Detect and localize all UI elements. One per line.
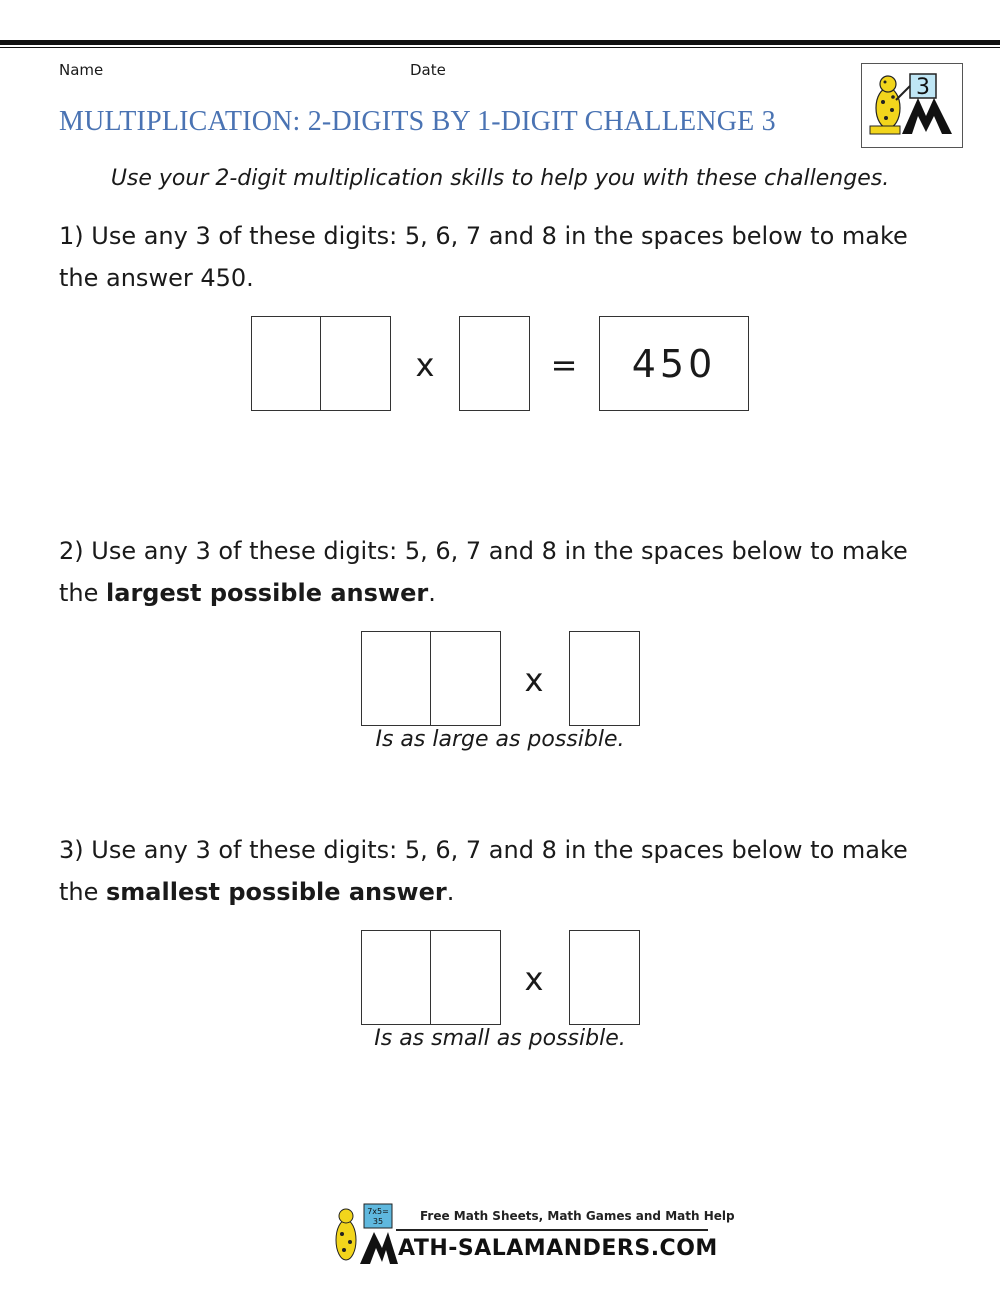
- q2-multiply-sign: x: [524, 661, 544, 699]
- grade-logo: [861, 63, 963, 148]
- q3-digit-box-3[interactable]: [569, 930, 640, 1025]
- footer-brand-link[interactable]: ATH-SALAMANDERS.COM: [398, 1236, 718, 1261]
- footer-rule: [396, 1229, 708, 1231]
- logo-number: 3: [916, 75, 930, 100]
- question-3-text: 3) Use any 3 of these digits: 5, 6, 7 and 8 in the spaces below to make the: [59, 836, 908, 906]
- page-title: MULTIPLICATION: 2-DIGITS BY 1-DIGIT CHALLENGE 3: [59, 106, 776, 137]
- q3-multiply-sign: x: [524, 960, 544, 998]
- footer-salamander-logo-icon: [326, 1202, 398, 1268]
- q1-digit-box-2[interactable]: [320, 316, 391, 411]
- q1-answer-box: 450: [599, 316, 749, 411]
- footer-tagline: Free Math Sheets, Math Games and Math Help: [420, 1209, 735, 1223]
- q2-digit-box-3[interactable]: [569, 631, 640, 726]
- q1-multiply-sign: x: [415, 346, 435, 384]
- q1-equals-sign: =: [550, 346, 578, 384]
- subtitle: Use your 2-digit multiplication skills to help you with these challenges.: [110, 166, 890, 191]
- question-2-end: .: [428, 579, 436, 607]
- question-2: [59, 530, 949, 614]
- question-1: [59, 215, 949, 299]
- date-label: Date: [410, 61, 446, 79]
- q3-caption: Is as small as possible.: [374, 1026, 626, 1051]
- footer-badge-top: 7x5=: [367, 1207, 389, 1216]
- top-rule: [0, 40, 1000, 45]
- question-3: [59, 829, 949, 913]
- top-rule-thin: [0, 47, 1000, 48]
- question-3-bold: smallest possible answer: [106, 878, 447, 906]
- footer-badge-bottom: 35: [372, 1217, 384, 1226]
- name-label: Name: [59, 61, 104, 79]
- q1-digit-box-1[interactable]: [251, 316, 321, 411]
- question-2-text: 2) Use any 3 of these digits: 5, 6, 7 and 8 in the spaces below to make the: [59, 537, 908, 607]
- q3-digit-box-2[interactable]: [430, 930, 501, 1025]
- q2-digit-box-2[interactable]: [430, 631, 501, 726]
- q2-caption: Is as large as possible.: [375, 727, 625, 752]
- question-2-bold: largest possible answer: [106, 579, 429, 607]
- question-3-end: .: [446, 878, 455, 906]
- q1-digit-box-3[interactable]: [459, 316, 530, 411]
- q2-digit-box-1[interactable]: [361, 631, 431, 726]
- q3-digit-box-1[interactable]: [361, 930, 431, 1025]
- question-1-text: 1) Use any 3 of these digits: 5, 6, 7 and 8 in the spaces below to make the answer 450.: [59, 222, 908, 292]
- salamander-logo-icon: [862, 64, 962, 147]
